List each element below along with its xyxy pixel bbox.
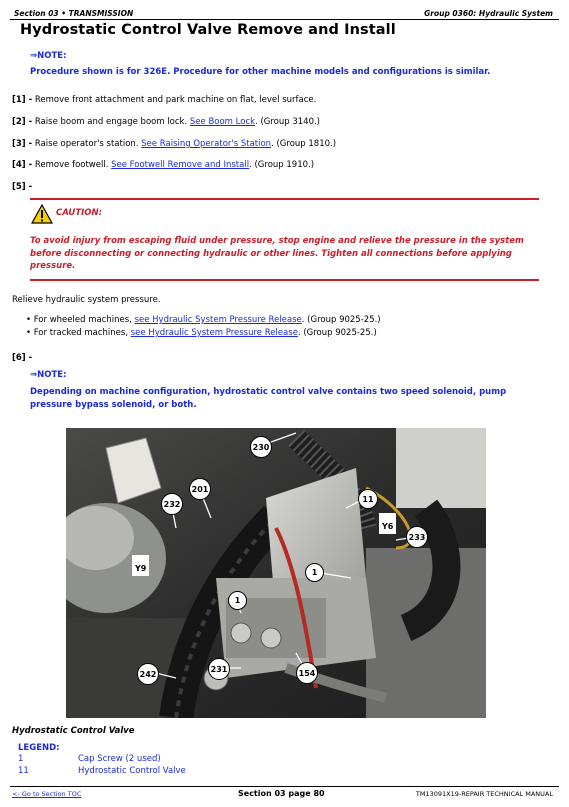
callout-y6: Y6	[379, 513, 396, 534]
callout-11: 11	[358, 489, 378, 509]
callout-201: 201	[189, 478, 211, 500]
relieve-pressure-text: Relieve hydraulic system pressure.	[12, 295, 161, 305]
callout-154: 154	[296, 662, 318, 684]
caution-text: To avoid injury from escaping fluid under pressure, stop engine and relieve the pressure in the system before disconnecting or connecting hydraulic or other lines. Tighten all connections before applying pressure.	[30, 236, 524, 271]
footer-divider	[10, 786, 559, 787]
callout-242: 242	[137, 663, 159, 685]
figure-caption: Hydrostatic Control Valve	[12, 726, 135, 736]
note-text: Procedure shown is for 326E. Procedure for other machine models and configurations is similar.	[30, 67, 491, 77]
footer-doc-id: TM13091X19-REPAIR TECHNICAL MANUAL	[415, 790, 553, 798]
legend-heading: LEGEND:	[18, 743, 60, 753]
step-4: [4] - Remove footwell. See Footwell Remove and Install. (Group 1910.)	[12, 160, 315, 170]
step-5: [5] -	[12, 182, 33, 192]
note-heading: ⇒NOTE:	[30, 51, 67, 61]
footer-page: Section 03 page 80	[238, 789, 325, 798]
callout-232: 232	[161, 493, 183, 515]
step-3: [3] - Raise operator's station. See Raising Operator's Station. (Group 1810.)	[12, 139, 337, 149]
legend-label-2: Hydrostatic Control Valve	[78, 766, 186, 776]
pressure-release-link-tracked[interactable]: see Hydraulic System Pressure Release	[130, 328, 298, 338]
callout-1-upper: 1	[305, 563, 324, 582]
warning-icon	[31, 204, 53, 224]
callout-y9: Y9	[132, 555, 149, 576]
footwell-link[interactable]: See Footwell Remove and Install	[111, 160, 250, 170]
bullet-wheeled: • For wheeled machines, see Hydraulic System Pressure Release. (Group 9025-25.)	[26, 315, 381, 325]
go-to-toc-link[interactable]: <- Go to Section TOC	[12, 790, 82, 798]
header-divider	[10, 19, 559, 20]
legend-num-1: 1	[18, 754, 24, 764]
step-1: [1] - Remove front attachment and park machine on flat, level surface.	[12, 95, 317, 105]
step-2: [2] - Raise boom and engage boom lock. See Boom Lock. (Group 3140.)	[12, 117, 320, 127]
callout-233: 233	[406, 526, 428, 548]
callout-1-lower: 1	[228, 591, 247, 610]
step-6: [6] -	[12, 353, 33, 363]
valve-photo	[66, 428, 486, 718]
caution-heading: CAUTION:	[56, 208, 103, 218]
callout-231: 231	[208, 658, 230, 680]
pressure-release-link-wheeled[interactable]: see Hydraulic System Pressure Release	[134, 315, 302, 325]
callout-leaders	[66, 428, 486, 718]
bullet-tracked: • For tracked machines, see Hydraulic System Pressure Release. (Group 9025-25.)	[26, 328, 377, 338]
legend-num-2: 11	[18, 766, 29, 776]
boom-lock-link[interactable]: See Boom Lock	[189, 117, 256, 127]
callout-230: 230	[250, 436, 272, 458]
header-section: Section 03 • TRANSMISSION	[14, 9, 134, 18]
note2-heading: ⇒NOTE:	[30, 370, 67, 380]
raising-operator-station-link[interactable]: See Raising Operator's Station	[141, 139, 272, 149]
page-title: Hydrostatic Control Valve Remove and Install	[20, 22, 396, 38]
caution-bottom-bar	[30, 279, 539, 281]
note2-text: Depending on machine configuration, hydrostatic control valve contains two speed solenoid, pump pressure bypass solenoid, or both.	[30, 387, 507, 410]
header-group: Group 0360: Hydraulic System	[424, 9, 553, 18]
caution-top-bar	[30, 198, 539, 200]
legend-label-1: Cap Screw (2 used)	[78, 754, 161, 764]
